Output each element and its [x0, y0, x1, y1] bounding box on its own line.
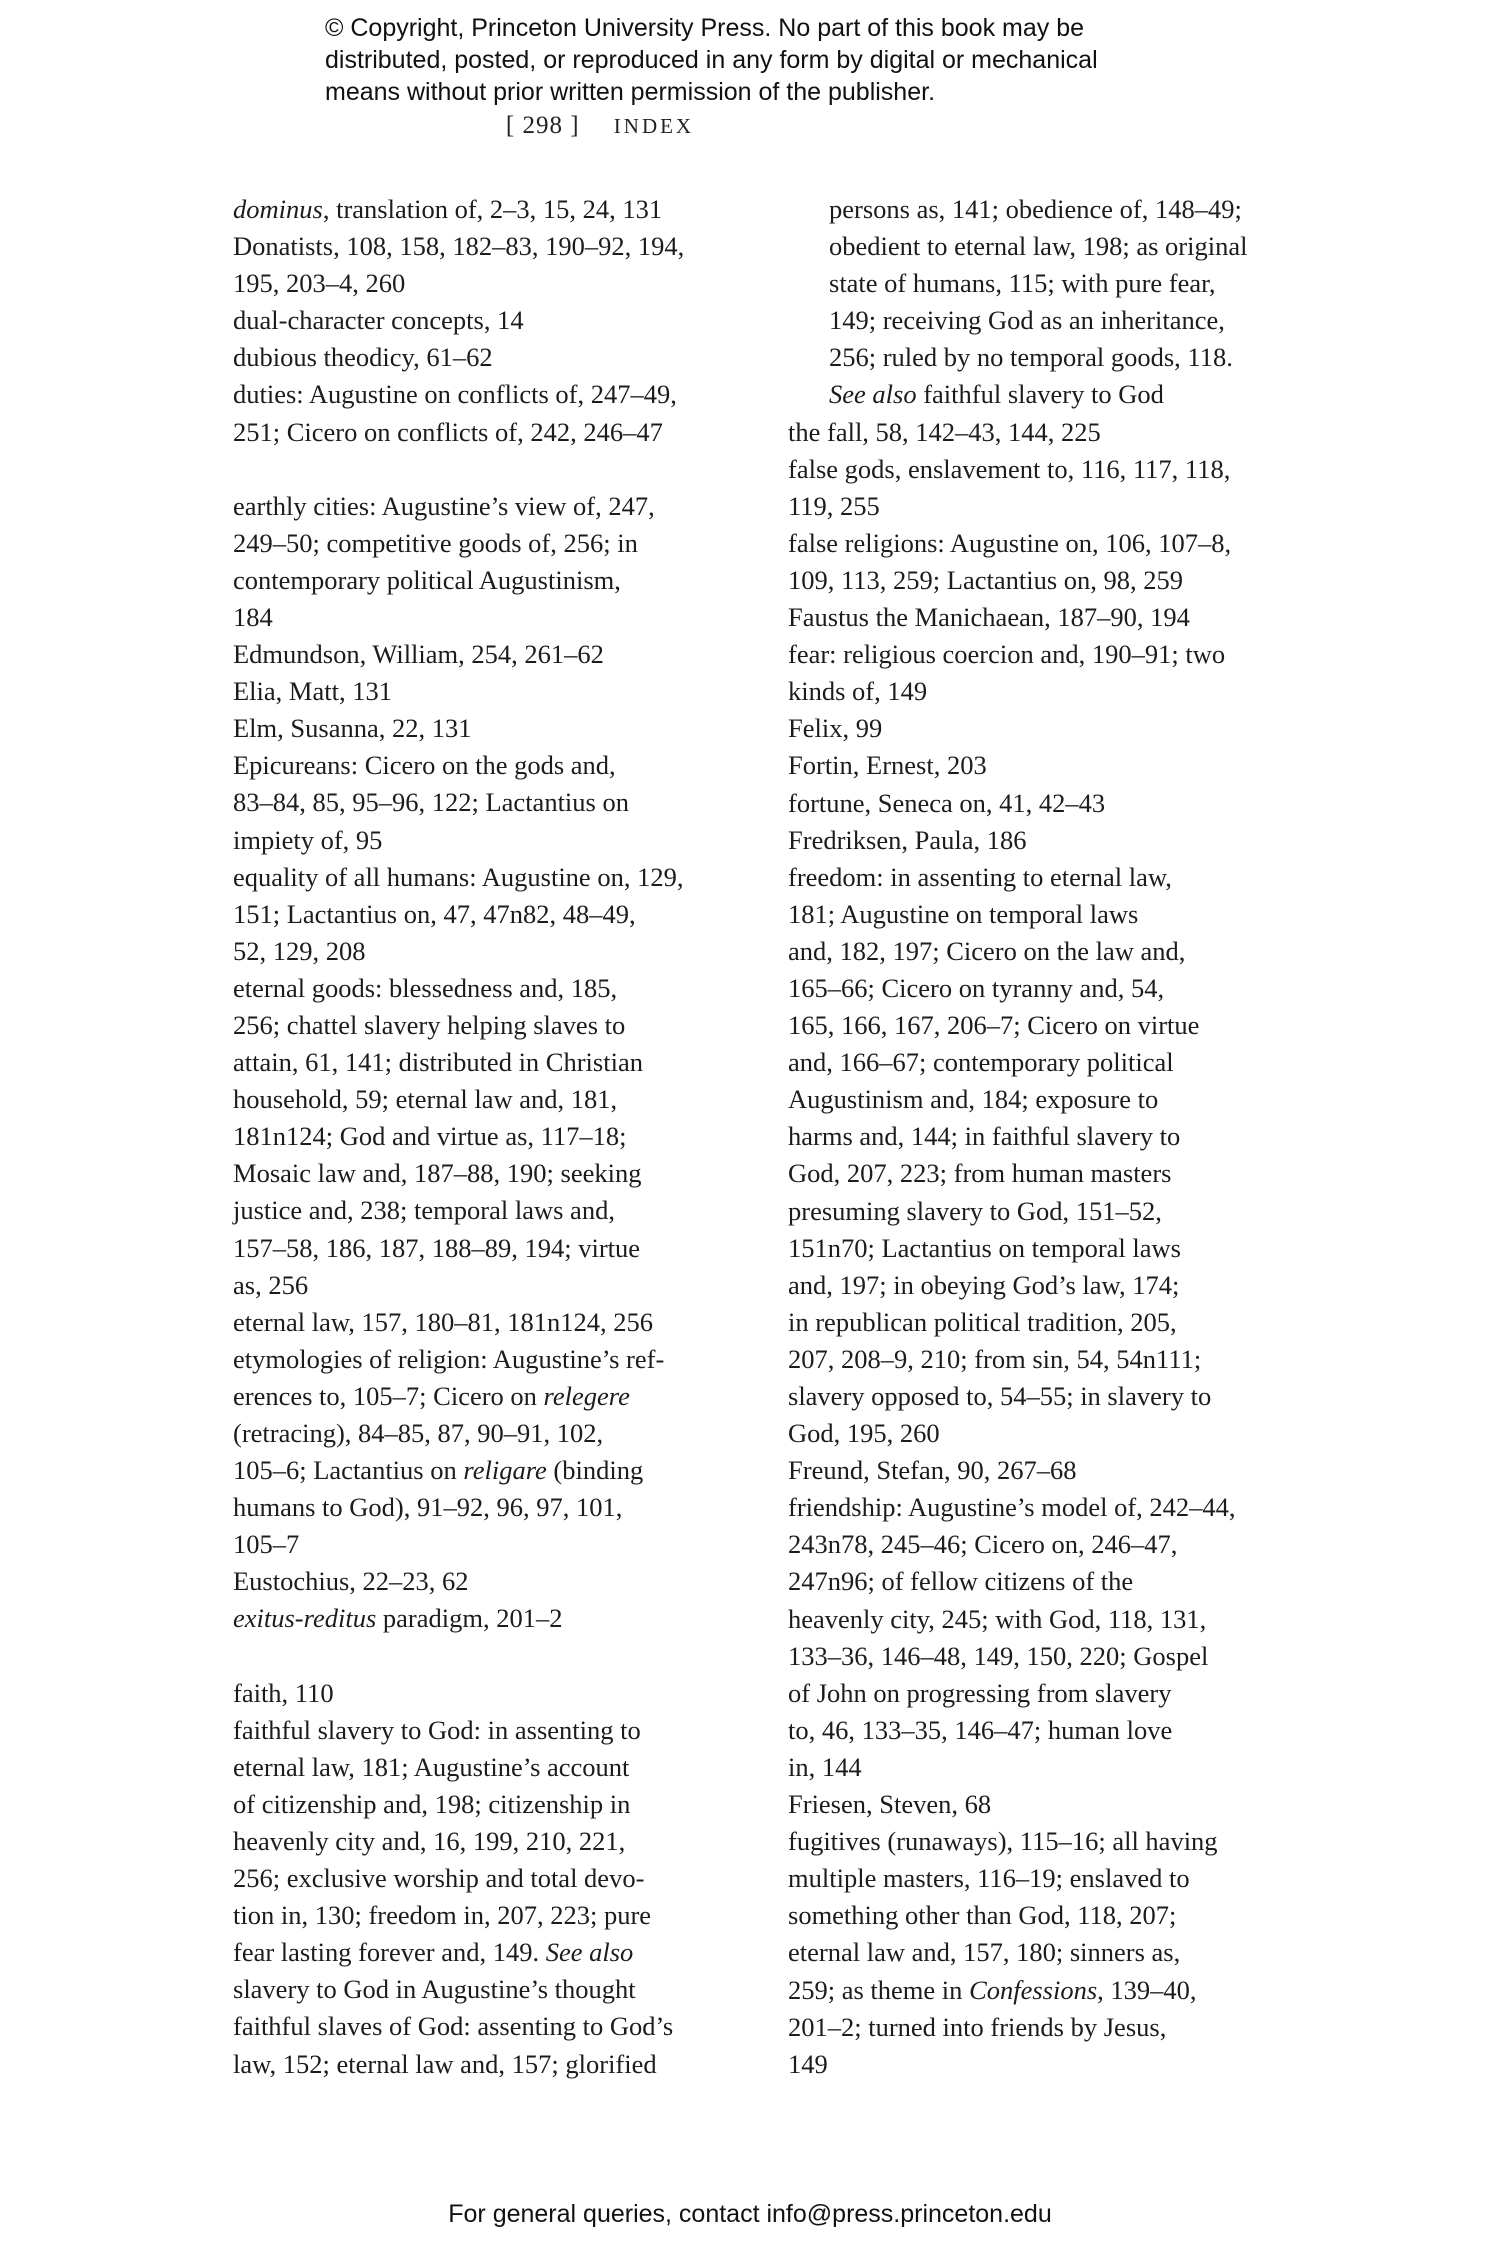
section-title: INDEX	[613, 114, 695, 138]
index-text: (retracing), 84–85, 87, 90–91, 102,	[233, 1418, 604, 1448]
index-entry	[233, 1341, 753, 1564]
index-text: God, 195, 260	[788, 1418, 940, 1449]
index-entry-line	[233, 1007, 753, 1044]
index-entry-line	[233, 1860, 753, 1897]
copyright-line: means without prior written permission of the publisher.	[325, 78, 936, 106]
index-entry-line	[233, 1304, 753, 1341]
index-text: 259; as theme in	[788, 1974, 970, 2005]
index-text: 133–36, 146–48, 149, 150, 220; Gospel	[788, 1640, 1209, 1671]
index-text: eternal goods: blessedness and, 185,	[233, 972, 618, 1003]
index-text: state of humans, 115; with pure fear,	[829, 268, 1216, 299]
index-entry-line	[829, 302, 1308, 339]
index-text: kinds of, 149	[788, 676, 928, 707]
index-entry-line	[788, 1118, 1308, 1155]
index-entry	[788, 859, 1308, 1453]
index-text: , translation of, 2–3, 15, 24, 131	[322, 194, 663, 224]
index-italic-text: See also	[545, 1937, 634, 1968]
index-entry	[233, 339, 753, 376]
index-entry-line	[233, 1489, 753, 1526]
index-entry-line	[788, 1638, 1308, 1675]
index-text: 165–66; Cicero on tyranny and, 54,	[788, 972, 1165, 1003]
index-entry-line	[233, 859, 753, 896]
copyright-notice	[325, 12, 1225, 108]
index-text: 105–6; Lactantius on	[233, 1455, 464, 1486]
index-entry	[788, 822, 1308, 859]
index-entry-line	[788, 488, 1308, 525]
index-entry-line	[788, 933, 1308, 970]
index-entry-line	[788, 599, 1308, 636]
index-entry-line	[233, 1230, 753, 1267]
index-entry-line	[233, 1452, 753, 1489]
index-entry-line	[233, 1415, 753, 1452]
index-entry-line	[788, 1823, 1308, 1860]
running-head	[0, 112, 1200, 140]
index-text: multiple masters, 116–19; enslaved to	[788, 1863, 1190, 1894]
index-entry	[788, 785, 1308, 822]
index-entry	[233, 1563, 753, 1600]
index-text: 149; receiving God as an inheritance,	[829, 305, 1225, 336]
index-entry-line	[233, 191, 753, 228]
index-entry	[233, 302, 753, 339]
index-text: of John on progressing from slavery	[788, 1677, 1172, 1708]
index-entry-line	[233, 822, 753, 859]
index-text: faithful slavery to God: in assenting to	[233, 1714, 641, 1745]
index-entry	[233, 228, 753, 302]
index-text: as, 256	[233, 1269, 309, 1300]
index-text: Edmundson, William, 254, 261–62	[233, 639, 604, 670]
index-entry	[233, 636, 753, 673]
index-italic-text: See also	[829, 379, 917, 410]
index-text: etymologies of religion: Augustine’s ref-	[233, 1343, 665, 1374]
index-text: and, 197; in obeying God’s law, 174;	[788, 1269, 1180, 1300]
index-text: Faustus the Manichaean, 187–90, 194	[788, 602, 1190, 633]
index-text: 251; Cicero on conflicts of, 242, 246–47	[233, 416, 663, 447]
index-entry-line	[788, 1007, 1308, 1044]
index-entry	[233, 191, 753, 228]
index-entry-line	[788, 1786, 1308, 1823]
index-entry	[788, 1452, 1308, 1489]
index-text: friendship: Augustine’s model of, 242–44,	[788, 1492, 1236, 1523]
index-italic-text: exitus-reditus	[233, 1603, 377, 1634]
index-text: tion in, 130; freedom in, 207, 223; pure	[233, 1900, 652, 1931]
index-text: (binding	[546, 1455, 644, 1486]
index-entry-line	[788, 1044, 1308, 1081]
index-entry-line	[233, 2008, 753, 2045]
index-entry-line	[233, 1267, 753, 1304]
index-entry-line	[233, 228, 753, 265]
index-entry-line	[233, 1044, 753, 1081]
index-text: impiety of, 95	[233, 824, 383, 855]
index-entry	[233, 1712, 753, 2009]
index-text: 243n78, 245–46; Cicero on, 246–47,	[788, 1529, 1178, 1560]
index-text: 256; exclusive worship and total devo-	[233, 1863, 645, 1894]
index-text: fear: religious coercion and, 190–91; two	[788, 639, 1226, 670]
index-text: contemporary political Augustinism,	[233, 564, 621, 595]
index-entry-line	[233, 673, 753, 710]
index-entry-line	[788, 1897, 1308, 1934]
index-text: of citizenship and, 198; citizenship in	[233, 1788, 631, 1819]
index-italic-text: religare	[463, 1455, 547, 1486]
index-text: Eustochius, 22–23, 62	[233, 1566, 469, 1597]
index-entry	[233, 488, 753, 636]
index-text: Felix, 99	[788, 713, 883, 744]
index-entry-line	[233, 1341, 753, 1378]
page-number: [ 298 ]	[505, 112, 580, 139]
index-entry-line	[788, 525, 1308, 562]
index-entry-line	[233, 1192, 753, 1229]
index-entry-line	[233, 339, 753, 376]
index-entry-line	[788, 1341, 1308, 1378]
index-entry-line	[829, 228, 1308, 265]
index-entry-line	[233, 896, 753, 933]
index-entry	[233, 970, 753, 1304]
index-entry-line	[788, 1452, 1308, 1489]
index-text: eternal law and, 157, 180; sinners as,	[788, 1937, 1181, 1968]
index-text: , 139–40,	[1097, 1974, 1197, 2005]
index-italic-text: Confessions	[969, 1974, 1098, 2005]
index-entry-line	[233, 1081, 753, 1118]
index-text: 52, 129, 208	[233, 935, 366, 966]
index-entry-line	[788, 1934, 1308, 1971]
index-text: 181n124; God and virtue as, 117–18;	[233, 1121, 627, 1152]
index-entry-line	[233, 302, 753, 339]
index-entry-line	[233, 414, 753, 451]
index-text: something other than God, 118, 207;	[788, 1900, 1177, 1931]
index-text: attain, 61, 141; distributed in Christian	[233, 1047, 643, 1078]
index-text: law, 152; eternal law and, 157; glorified	[233, 2048, 657, 2079]
index-text: 83–84, 85, 95–96, 122; Lactantius on	[233, 787, 629, 818]
index-text: faithful slavery to God	[916, 379, 1164, 410]
index-entry-line	[788, 562, 1308, 599]
index-entry	[788, 191, 1308, 414]
index-entry-line	[233, 488, 753, 525]
index-text: heavenly city and, 16, 199, 210, 221,	[233, 1825, 626, 1856]
index-entry-line	[788, 710, 1308, 747]
index-text: 151; Lactantius on, 47, 47n82, 48–49,	[233, 898, 636, 929]
index-entry	[788, 710, 1308, 747]
index-text: presuming slavery to God, 151–52,	[788, 1195, 1162, 1226]
index-entry-line	[788, 636, 1308, 673]
index-entry-line	[829, 265, 1308, 302]
index-text: heavenly city, 245; with God, 118, 131,	[788, 1603, 1207, 1634]
index-entry-line	[233, 599, 753, 636]
index-text: dual-character concepts, 14	[233, 305, 524, 336]
index-entry	[788, 636, 1308, 710]
index-text: in republican political tradition, 205,	[788, 1306, 1177, 1337]
index-text: Freund, Stefan, 90, 267–68	[788, 1455, 1077, 1486]
index-text: and, 182, 197; Cicero on the law and,	[788, 935, 1186, 966]
index-entry-line	[233, 1897, 753, 1934]
index-entry-line	[233, 265, 753, 302]
index-text: fugitives (runaways), 115–16; all having	[788, 1826, 1218, 1857]
index-text: fortune, Seneca on, 41, 42–43	[788, 787, 1106, 818]
index-entry-line	[788, 896, 1308, 933]
index-entry	[233, 747, 753, 858]
footer-contact: For general queries, contact info@press.princeton.edu	[448, 2200, 1052, 2228]
index-entry-line	[788, 1230, 1308, 1267]
index-text: false religions: Augustine on, 106, 107–8,	[788, 527, 1232, 558]
index-entry-line	[233, 1749, 753, 1786]
index-entry	[233, 376, 753, 450]
index-entry-line	[788, 1193, 1308, 1230]
index-text: slavery opposed to, 54–55; in slavery to	[788, 1381, 1212, 1411]
index-entry	[788, 525, 1308, 599]
index-entry	[233, 1600, 753, 1637]
index-entry-line	[788, 859, 1308, 896]
index-text: obedient to eternal law, 198; as original	[829, 231, 1248, 262]
index-text: persons as, 141; obedience of, 148–49;	[829, 194, 1242, 224]
index-entry-line	[788, 1304, 1308, 1341]
index-text: justice and, 238; temporal laws and,	[233, 1195, 615, 1226]
index-text: 184	[233, 601, 273, 632]
index-text: duties: Augustine on conflicts of, 247–49,	[233, 379, 677, 410]
index-text: Friesen, Steven, 68	[788, 1789, 992, 1820]
index-entry-line	[788, 414, 1308, 451]
index-entry-line	[788, 1415, 1308, 1452]
index-entry	[788, 414, 1308, 451]
index-entry-line	[233, 1823, 753, 1860]
index-text: Mosaic law and, 187–88, 190; seeking	[233, 1158, 642, 1189]
copyright-line: distributed, posted, or reproduced in any form by digital or mechanical	[325, 46, 1098, 74]
index-entry-line	[233, 1118, 753, 1155]
index-text: dubious theodicy, 61–62	[233, 342, 493, 373]
index-text: eternal law, 157, 180–81, 181n124, 256	[233, 1306, 654, 1337]
index-text: 119, 255	[788, 490, 880, 521]
index-entry	[233, 859, 753, 970]
index-entry-line	[788, 2046, 1308, 2083]
index-entry-line	[788, 1972, 1308, 2009]
index-entry-line	[233, 1934, 753, 1971]
index-entry-line	[788, 1563, 1308, 1600]
index-entry-line	[788, 1081, 1308, 1118]
index-text: 207, 208–9, 210; from sin, 54, 54n111;	[788, 1343, 1202, 1374]
index-entry	[788, 599, 1308, 636]
index-entry-line	[233, 747, 753, 784]
index-entry-line	[233, 1786, 753, 1823]
index-text: 256; ruled by no temporal goods, 118.	[829, 342, 1233, 373]
index-entry-line	[233, 1155, 753, 1192]
index-entry-line	[829, 191, 1308, 228]
index-entry-line	[233, 1600, 753, 1637]
index-text: 247n96; of fellow citizens of the	[788, 1566, 1134, 1597]
index-text: Donatists, 108, 158, 182–83, 190–92, 194,	[233, 231, 685, 262]
index-text: God, 207, 223; from human masters	[788, 1158, 1172, 1189]
index-entry-line	[233, 1675, 753, 1712]
index-entry-line	[788, 1712, 1308, 1749]
index-entry-line	[788, 1675, 1308, 1712]
index-entry-line	[788, 673, 1308, 710]
index-text: Epicureans: Cicero on the gods and,	[233, 750, 616, 781]
index-text: 195, 203–4, 260	[233, 268, 406, 299]
index-entry-line	[233, 2046, 753, 2083]
index-entry	[788, 1786, 1308, 1823]
index-entry-line	[233, 562, 753, 599]
index-entry-line	[233, 1971, 753, 2008]
index-text: 201–2; turned into friends by Jesus,	[788, 2011, 1167, 2042]
index-text: 149	[788, 2048, 828, 2079]
index-entry-line	[233, 636, 753, 673]
index-column-left	[233, 191, 753, 2083]
index-text: freedom: in assenting to eternal law,	[788, 861, 1172, 892]
index-entry-line	[233, 784, 753, 821]
index-text: and, 166–67; contemporary political	[788, 1047, 1174, 1078]
index-text: fear lasting forever and, 149.	[233, 1937, 546, 1968]
index-entry-line	[788, 1860, 1308, 1897]
index-entry-line	[233, 376, 753, 413]
index-entry-line	[788, 1155, 1308, 1192]
index-entry-line	[788, 747, 1308, 784]
index-text: 249–50; competitive goods of, 256; in	[233, 527, 638, 558]
index-text: erences to, 105–7; Cicero on	[233, 1380, 544, 1411]
index-text: 109, 113, 259; Lactantius on, 98, 259	[788, 564, 1184, 595]
index-text: Fredriksen, Paula, 186	[788, 824, 1027, 855]
index-text: slavery to God in Augustine’s thought	[233, 1974, 636, 2005]
index-entry-line	[788, 1749, 1308, 1786]
index-entry	[788, 1823, 1308, 2083]
index-text: 256; chattel slavery helping slaves to	[233, 1009, 626, 1040]
index-entry	[788, 1489, 1308, 1786]
index-entry-line	[788, 822, 1308, 859]
index-entry-line	[788, 1526, 1308, 1563]
index-entry	[788, 747, 1308, 784]
index-text: faithful slaves of God: assenting to God’s	[233, 2011, 674, 2042]
index-text: 181; Augustine on temporal laws	[788, 898, 1139, 929]
index-entry-line	[788, 2009, 1308, 2046]
index-text: harms and, 144; in faithful slavery to	[788, 1121, 1181, 1152]
index-entry-line	[233, 970, 753, 1007]
index-text: humans to God), 91–92, 96, 97, 101,	[233, 1492, 623, 1523]
index-entry-line	[233, 710, 753, 747]
index-text: earthly cities: Augustine’s view of, 247,	[233, 490, 655, 521]
index-text: the fall, 58, 142–43, 144, 225	[788, 416, 1101, 447]
index-text: in, 144	[788, 1751, 862, 1782]
index-entry-line	[788, 785, 1308, 822]
index-text: 151n70; Lactantius on temporal laws	[788, 1232, 1181, 1263]
index-text: Elia, Matt, 131	[233, 676, 392, 707]
index-text: false gods, enslavement to, 116, 117, 118,	[788, 453, 1231, 484]
index-entry-line	[233, 1378, 753, 1415]
index-entry-line	[233, 933, 753, 970]
index-text: 165, 166, 167, 206–7; Cicero on virtue	[788, 1010, 1200, 1041]
copyright-line: © Copyright, Princeton University Press. No part of this book may be	[325, 14, 1085, 42]
index-entry-line	[788, 1489, 1308, 1526]
index-text: eternal law, 181; Augustine’s account	[233, 1751, 630, 1782]
index-entry-line	[788, 451, 1308, 488]
index-entry	[233, 673, 753, 710]
index-text: paradigm, 201–2	[376, 1603, 563, 1634]
index-text: Fortin, Ernest, 203	[788, 750, 987, 781]
index-entry-line	[788, 1267, 1308, 1304]
index-text: faith, 110	[233, 1677, 334, 1708]
index-entry-line	[829, 339, 1308, 376]
index-entry-line	[233, 1563, 753, 1600]
index-text: household, 59; eternal law and, 181,	[233, 1084, 618, 1115]
index-entry-line	[233, 1712, 753, 1749]
index-entry	[233, 1675, 753, 1712]
index-entry-line	[788, 1378, 1308, 1415]
index-column-right	[788, 191, 1308, 2083]
index-entry-line	[829, 376, 1308, 413]
index-text: equality of all humans: Augustine on, 129,	[233, 861, 684, 892]
index-entry-line	[233, 1526, 753, 1563]
index-entry	[788, 451, 1308, 525]
index-entry	[233, 2008, 753, 2082]
index-text: 157–58, 186, 187, 188–89, 194; virtue	[233, 1232, 641, 1263]
index-text: to, 46, 133–35, 146–47; human love	[788, 1714, 1173, 1745]
index-text: Elm, Susanna, 22, 131	[233, 713, 472, 744]
index-text: Augustinism and, 184; exposure to	[788, 1084, 1159, 1115]
index-italic-text: dominus	[233, 194, 323, 224]
index-entry	[233, 1304, 753, 1341]
index-text: 105–7	[233, 1529, 300, 1560]
index-italic-text: relegere	[543, 1380, 630, 1411]
index-entry-line	[788, 1601, 1308, 1638]
index-entry-line	[788, 970, 1308, 1007]
index-entry	[233, 710, 753, 747]
index-entry-line	[233, 525, 753, 562]
